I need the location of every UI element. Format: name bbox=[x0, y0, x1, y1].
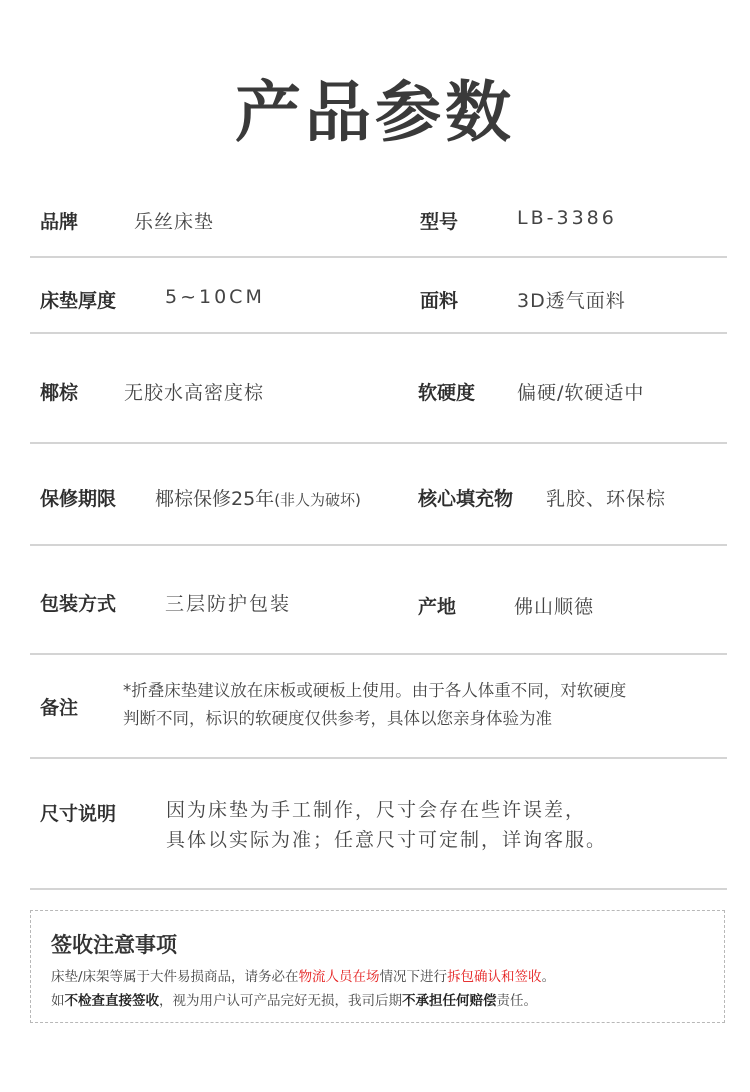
fabric-value: 3D透气面料 bbox=[517, 290, 626, 312]
brand-value: 乐丝床垫 bbox=[134, 211, 215, 233]
notice-text: ，视为用户认可产品完好无损，我司后期 bbox=[159, 993, 402, 1009]
packaging-value: 三层防护包装 bbox=[165, 593, 292, 615]
coir-value: 无胶水高密度棕 bbox=[124, 382, 265, 404]
spec-row-thickness bbox=[30, 258, 727, 334]
notice-highlight-logistics: 物流人员在场 bbox=[298, 969, 380, 985]
spec-row-brand bbox=[30, 180, 727, 258]
spec-table bbox=[30, 180, 727, 890]
notice-text: 如 bbox=[51, 993, 65, 1009]
notice-line-1 bbox=[51, 965, 555, 985]
note-line-2: 判断不同，标识的软硬度仅供参考，具体以您亲身体验为准 bbox=[123, 709, 552, 728]
delivery-notice-box bbox=[30, 910, 725, 1023]
firmness-value: 偏硬/软硬适中 bbox=[517, 382, 645, 404]
note-label: 备注 bbox=[40, 697, 79, 719]
origin-value: 佛山顺德 bbox=[514, 596, 595, 618]
spec-row-warranty bbox=[30, 444, 727, 546]
warranty-label: 保修期限 bbox=[40, 488, 117, 510]
size-line-2: 具体以实际为准；任意尺寸可定制，详询客服。 bbox=[166, 829, 608, 851]
notice-title: 签收注意事项 bbox=[51, 933, 177, 957]
warranty-value-note: (非人为破坏) bbox=[274, 491, 361, 509]
warranty-value-main: 椰棕保修25年 bbox=[155, 488, 275, 510]
origin-label: 产地 bbox=[418, 596, 457, 618]
core-filling-value: 乳胶、环保棕 bbox=[546, 488, 667, 510]
page-title: 产品参数 bbox=[235, 74, 515, 151]
spec-row-coir bbox=[30, 334, 727, 444]
warranty-value bbox=[155, 484, 361, 511]
notice-text: 情况下进行 bbox=[379, 969, 448, 985]
brand-label: 品牌 bbox=[40, 211, 79, 233]
notice-line-2 bbox=[51, 989, 537, 1009]
thickness-value: 5~10CM bbox=[165, 286, 265, 308]
model-label: 型号 bbox=[420, 211, 459, 233]
coir-label: 椰棕 bbox=[40, 382, 79, 404]
size-label: 尺寸说明 bbox=[40, 803, 117, 825]
model-value: LB-3386 bbox=[517, 207, 617, 229]
notice-emphasis-no-liability: 不承担任何赔偿 bbox=[402, 993, 497, 1009]
packaging-label: 包装方式 bbox=[40, 593, 117, 615]
notice-text: 。 bbox=[541, 969, 556, 985]
notice-highlight-unpack: 拆包确认和签收 bbox=[447, 969, 542, 985]
thickness-label: 床垫厚度 bbox=[40, 290, 117, 312]
core-filling-label: 核心填充物 bbox=[418, 488, 514, 510]
spec-row-note bbox=[30, 655, 727, 759]
notice-text: 责任。 bbox=[496, 993, 537, 1009]
spec-row-packaging bbox=[30, 546, 727, 655]
fabric-label: 面料 bbox=[420, 290, 459, 312]
notice-text: 床垫/床架等属于大件易损商品，请务必在 bbox=[51, 969, 299, 985]
spec-row-size bbox=[30, 759, 727, 890]
size-line-1: 因为床垫为手工制作，尺寸会存在些许误差， bbox=[166, 799, 587, 821]
firmness-label: 软硬度 bbox=[418, 382, 476, 404]
note-line-1: *折叠床垫建议放在床板或硬板上使用。由于各人体重不同，对软硬度 bbox=[123, 681, 627, 700]
notice-emphasis-no-check: 不检查直接签收 bbox=[64, 993, 159, 1009]
